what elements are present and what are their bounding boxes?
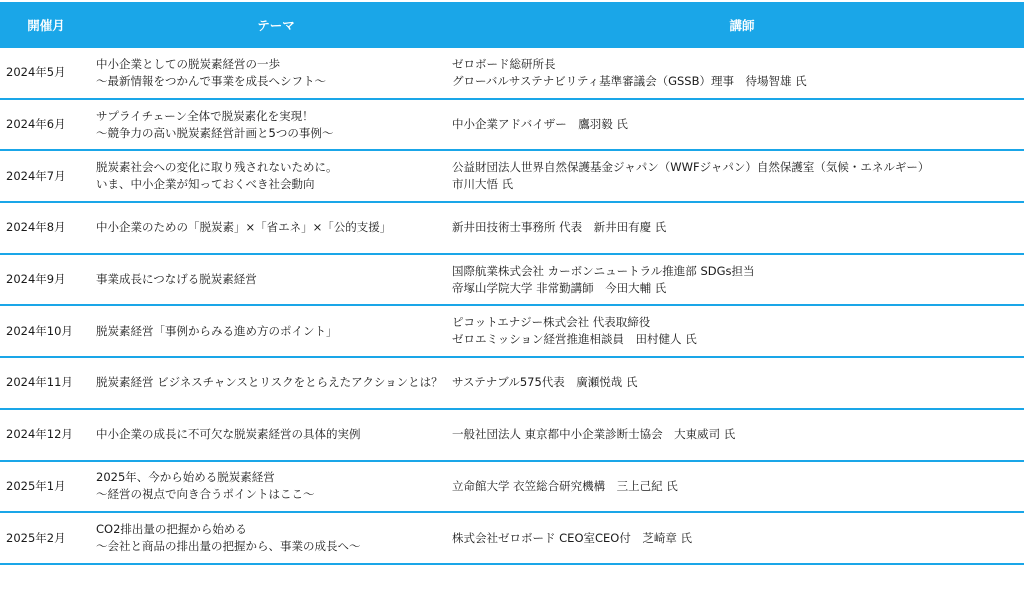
lecturer-line: ゼロボード総研所長 [452,56,556,71]
cell-lecturer [452,56,1024,90]
cell-theme [92,521,452,555]
cell-month: 2024年7月 [6,168,66,183]
cell-theme [92,159,452,193]
lecturer-line: サステナブル575代表 廣瀬悦哉 氏 [452,375,638,390]
cell-theme [92,426,452,443]
lecturer-line: 株式会社ゼロボード CEO室CEO付 芝崎章 氏 [452,530,693,545]
table-row [0,410,1024,462]
cell-theme [92,108,452,142]
lecturer-line: 一般社団法人 東京都中小企業診断士協会 大東威司 氏 [452,427,736,442]
cell-theme [92,219,452,236]
cell-theme [92,56,452,90]
cell-lecturer [452,116,1024,133]
table-row [0,255,1024,307]
theme-line: サプライチェーン全体で脱炭素化を実現！ [96,108,314,123]
theme-line: 中小企業のための「脱炭素」×「省エネ」×「公的支援」 [96,220,392,235]
cell-lecturer [452,426,1024,443]
cell-month: 2024年8月 [6,220,66,235]
cell-theme [92,271,452,288]
table-body [0,48,1024,565]
cell-lecturer [452,374,1024,391]
table-row [0,48,1024,100]
cell-lecturer [452,159,1024,193]
table-row [0,306,1024,358]
theme-line: ～会社と商品の排出量の把握から、事業の成長へ～ [96,539,361,554]
cell-month: 2024年6月 [6,117,66,132]
header-lecturer: 講師 [729,18,755,33]
cell-theme [92,323,452,340]
theme-line: 中小企業としての脱炭素経営の一歩 [96,56,280,71]
lecturer-line: 立命館大学 衣笠総合研究機構 三上己紀 氏 [452,478,678,493]
cell-lecturer [452,219,1024,236]
cell-month: 2024年12月 [6,427,73,442]
theme-line: 脱炭素経営 ビジネスチャンスとリスクをとらえたアクションとは？ [96,375,443,390]
theme-line: 2025年、今から始める脱炭素経営 [96,470,275,485]
theme-line: 中小企業の成長に不可欠な脱炭素経営の具体的実例 [96,427,361,442]
table-row [0,358,1024,410]
seminar-schedule-table [0,2,1024,565]
header-month: 開催月 [27,18,65,33]
cell-lecturer [452,314,1024,348]
table-row [0,100,1024,152]
cell-lecturer [452,263,1024,297]
cell-month: 2024年11月 [6,375,73,390]
cell-month: 2024年5月 [6,65,66,80]
cell-month: 2024年9月 [6,272,66,287]
cell-theme [92,469,452,503]
lecturer-line: 市川大悟 氏 [452,177,514,192]
cell-lecturer [452,530,1024,547]
theme-line: いま、中小企業が知っておくべき社会動向 [96,177,315,192]
table-row [0,151,1024,203]
table-header [0,2,1024,48]
lecturer-line: ピコットエナジー株式会社 代表取締役 [452,315,651,330]
lecturer-line: 帝塚山学院大学 非常勤講師 今田大輔 氏 [452,280,667,295]
table-row [0,462,1024,514]
header-theme: テーマ [257,18,295,33]
table-row [0,203,1024,255]
lecturer-line: グローバルサステナビリティ基準審議会（GSSB）理事 待場智雄 氏 [452,73,807,88]
theme-line: 事業成長につなげる脱炭素経営 [96,272,257,287]
cell-theme [92,374,452,391]
lecturer-line: ゼロエミッション経営推進相談員 田村健人 氏 [452,332,697,347]
cell-month: 2025年1月 [6,478,66,493]
lecturer-line: 国際航業株式会社 カーボンニュートラル推進部 SDGs担当 [452,263,755,278]
lecturer-line: 公益財団法人世界自然保護基金ジャパン（WWFジャパン）自然保護室（気候・エネルギー） [452,160,930,175]
cell-month: 2025年2月 [6,530,66,545]
cell-lecturer [452,478,1024,495]
lecturer-line: 新井田技術士事務所 代表 新井田有慶 氏 [452,220,667,235]
theme-line: CO2排出量の把握から始める [96,522,247,537]
lecturer-line: 中小企業アドバイザー 鷹羽毅 氏 [452,117,628,132]
theme-line: ～経営の視点で向き合うポイントはここ～ [96,487,315,502]
cell-month: 2024年10月 [6,323,73,338]
table-row [0,513,1024,565]
theme-line: ～競争力の高い脱炭素経営計画と5つの事例～ [96,125,334,140]
theme-line: 脱炭素経営「事例からみる進め方のポイント」 [96,323,338,338]
theme-line: 脱炭素社会への変化に取り残されないために。 [96,160,338,175]
theme-line: ～最新情報をつかんで事業を成長へシフト～ [96,73,326,88]
